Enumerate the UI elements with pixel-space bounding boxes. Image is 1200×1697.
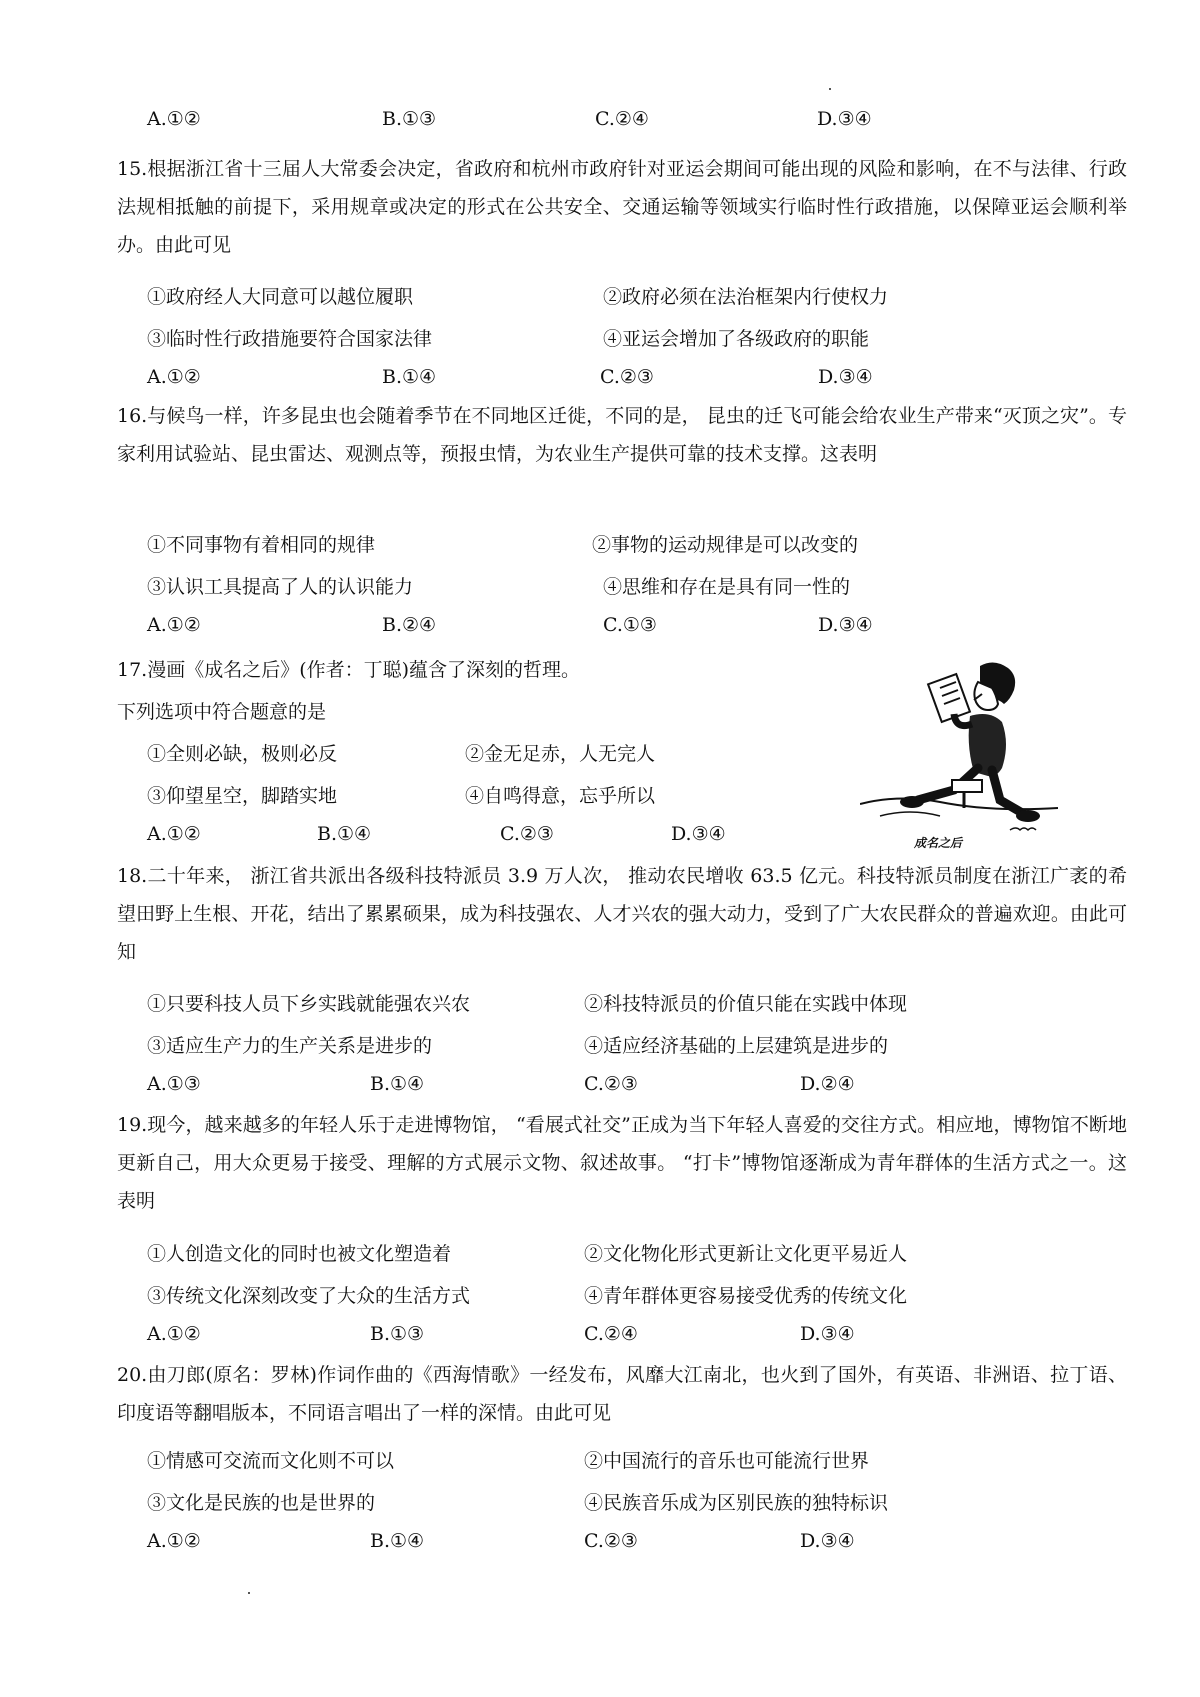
choice-a[interactable]: A.①②: [147, 108, 201, 130]
option-1: ①人创造文化的同时也被文化塑造着: [147, 1243, 452, 1265]
choice-c[interactable]: C.②③: [584, 1530, 638, 1552]
option-1: ①政府经人大同意可以越位履职: [147, 286, 414, 308]
option-4: ④适应经济基础的上层建筑是进步的: [584, 1035, 889, 1057]
option-1: ①不同事物有着相同的规律: [147, 534, 376, 556]
option-2: ②中国流行的音乐也可能流行世界: [584, 1450, 870, 1472]
option-2: ②文化物化形式更新让文化更平易近人: [584, 1243, 908, 1265]
question-stem: 20.由刀郎(原名：罗林)作词作曲的《西海情歌》一经发布，风靡大江南北，也火到了国外，有英语、非洲语、拉丁语、印度语等翻唱版本，不同语言唱出了一样的深情。由此可见: [117, 1364, 1127, 1424]
option-4: ④青年群体更容易接受优秀的传统文化: [584, 1285, 908, 1307]
choice-c[interactable]: C.①③: [603, 614, 657, 636]
choice-d[interactable]: D.③④: [817, 108, 872, 130]
scan-dot: [248, 1592, 250, 1594]
option-3: ③传统文化深刻改变了大众的生活方式: [147, 1285, 471, 1307]
choice-a[interactable]: A.①②: [147, 1530, 201, 1552]
choice-d[interactable]: D.③④: [818, 614, 873, 636]
choice-a[interactable]: A.①③: [147, 1073, 201, 1095]
option-3: ③文化是民族的也是世界的: [147, 1492, 376, 1514]
choice-b[interactable]: B.①③: [382, 108, 437, 130]
option-4: ④亚运会增加了各级政府的职能: [603, 328, 870, 350]
question-stem-cont: 下列选项中符合题意的是: [117, 701, 327, 723]
choice-d[interactable]: D.③④: [818, 366, 873, 388]
choice-a[interactable]: A.①②: [147, 614, 201, 636]
choice-b[interactable]: B.①④: [370, 1073, 425, 1095]
question-stem: 19.现今，越来越多的年轻人乐于走进博物馆， “看展式社交”正成为当下年轻人喜爱的交往方式。相应地，博物馆不断地更新自己，用大众更易于接受、理解的方式展示文物、叙述故事。 “打卡”博物馆逐渐成为青年群体的生活方式之一。这表明: [117, 1114, 1127, 1212]
option-3: ③临时性行政措施要符合国家法律: [147, 328, 433, 350]
option-3: ③适应生产力的生产关系是进步的: [147, 1035, 433, 1057]
choice-c[interactable]: C.②③: [500, 823, 554, 845]
option-4: ④民族音乐成为区别民族的独特标识: [584, 1492, 889, 1514]
option-2: ②政府必须在法治框架内行使权力: [603, 286, 889, 308]
choice-c[interactable]: C.②④: [595, 108, 649, 130]
cartoon-image: [860, 658, 1058, 850]
option-3: ③认识工具提高了人的认识能力: [147, 576, 414, 598]
question-stem: 18.二十年来， 浙江省共派出各级科技特派员 3.9 万人次， 推动农民增收 63.5 亿元。科技特派员制度在浙江广袤的希望田野上生根、开花，结出了累累硕果，成为科技强农、人才兴农的强大动力，受到了广大农民群众的普遍欢迎。由此可知: [117, 865, 1127, 963]
question-stem: 16.与候鸟一样，许多昆虫也会随着季节在不同地区迁徙，不同的是， 昆虫的迁飞可能会给农业生产带来“灭顶之灾”。专家利用试验站、昆虫雷达、观测点等，预报虫情，为农业生产提供可靠的技术支撑。这表明: [117, 405, 1127, 465]
choice-c[interactable]: C.②③: [600, 366, 654, 388]
option-1: ①只要科技人员下乡实践就能强农兴农: [147, 993, 471, 1015]
option-1: ①全则必缺，极则必反: [147, 743, 338, 765]
option-4: ④自鸣得意，忘乎所以: [465, 785, 656, 807]
choice-c[interactable]: C.②④: [584, 1323, 638, 1345]
option-3: ③仰望星空，脚踏实地: [147, 785, 338, 807]
option-1: ①情感可交流而文化则不可以: [147, 1450, 395, 1472]
choice-d[interactable]: D.③④: [800, 1530, 855, 1552]
choice-b[interactable]: B.①④: [317, 823, 372, 845]
choice-d[interactable]: D.②④: [800, 1073, 855, 1095]
choice-b[interactable]: B.②④: [382, 614, 437, 636]
question-stem: 17.漫画《成名之后》(作者：丁聪)蕴含了深刻的哲理。: [117, 659, 581, 681]
option-2: ②科技特派员的价值只能在实践中体现: [584, 993, 908, 1015]
option-4: ④思维和存在是具有同一性的: [603, 576, 851, 598]
choice-b[interactable]: B.①④: [382, 366, 437, 388]
choice-a[interactable]: A.①②: [147, 823, 201, 845]
choice-c[interactable]: C.②③: [584, 1073, 638, 1095]
choice-a[interactable]: A.①②: [147, 366, 201, 388]
choice-a[interactable]: A.①②: [147, 1323, 201, 1345]
option-2: ②金无足赤，人无完人: [465, 743, 656, 765]
choice-b[interactable]: B.①④: [370, 1530, 425, 1552]
scan-dot: [829, 88, 831, 90]
cartoon-caption: 成名之后: [914, 836, 963, 850]
cartoon-drawing: [860, 658, 1058, 850]
option-2: ②事物的运动规律是可以改变的: [592, 534, 859, 556]
choice-d[interactable]: D.③④: [800, 1323, 855, 1345]
question-stem: 15.根据浙江省十三届人大常委会决定，省政府和杭州市政府针对亚运会期间可能出现的风险和影响，在不与法律、行政法规相抵触的前提下，采用规章或决定的形式在公共安全、交通运输等领域实行临时性行政措施，以保障亚运会顺利举办。由此可见: [117, 158, 1127, 256]
choice-d[interactable]: D.③④: [671, 823, 726, 845]
choice-b[interactable]: B.①③: [370, 1323, 425, 1345]
